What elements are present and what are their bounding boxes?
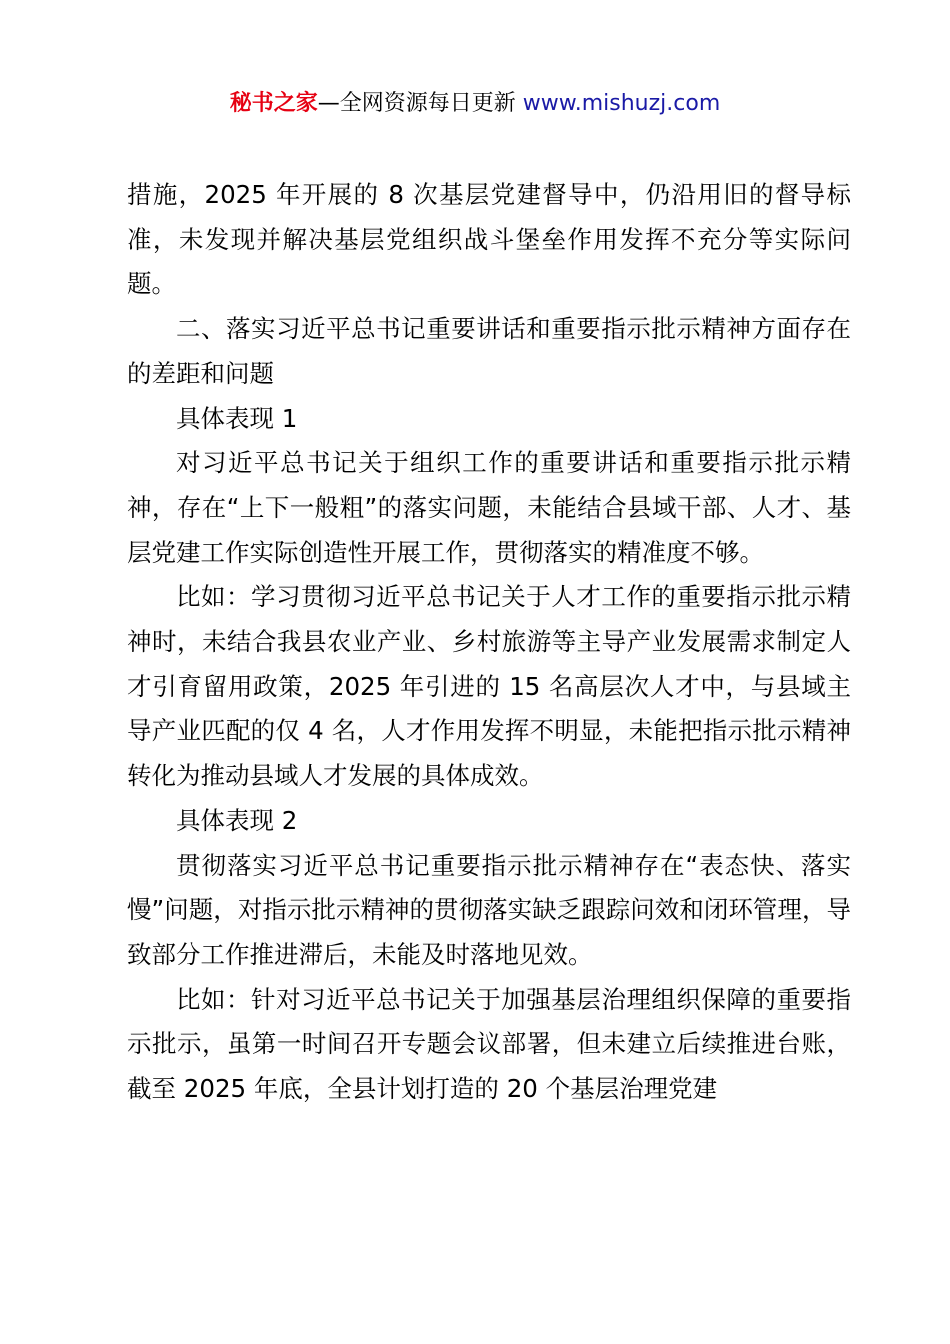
- site-url-link[interactable]: www.mishuzj.com: [522, 91, 721, 116]
- paragraph: 贯彻落实习近平总书记重要指示批示精神存在“表态快、落实慢”问题，对指示批示精神的贯彻落实缺乏跟踪问效和闭环管理，导致部分工作推进滞后，未能及时落地见效。: [127, 850, 851, 969]
- section-heading: 二、落实习近平总书记重要讲话和重要指示批示精神方面存在的差距和问题: [127, 314, 851, 388]
- subheading-manifestation-2: 具体表现 2: [176, 805, 298, 835]
- paragraph-example: 比如：学习贯彻习近平总书记关于人才工作的重要指示批示精神时，未结合我县农业产业、乡村旅游等主导产业发展需求制定人才引育留用政策，2025 年引进的 15 名高层次人才中，与县域主导产业匹配的仅 4 名，人才作用发挥不明显，未能把指示批示精神转化为推动县域人才发展的具体成效。: [127, 582, 851, 791]
- document-body: [127, 173, 851, 1112]
- site-tagline: —全网资源每日更新: [317, 91, 516, 116]
- paragraph-example: 比如：针对习近平总书记关于加强基层治理组织保障的重要指示批示，虽第一时间召开专题会议部署，但未建立后续推进台账，截至 2025 年底，全县计划打造的 20 个基层治理党建: [127, 984, 851, 1104]
- subheading-manifestation-1: 具体表现 1: [176, 403, 298, 433]
- paragraph: 对习近平总书记关于组织工作的重要讲话和重要指示批示精神，存在“上下一般粗”的落实问题，未能结合县域干部、人才、基层党建工作实际创造性开展工作，贯彻落实的精准度不够。: [127, 448, 851, 567]
- site-brand: 秘书之家: [229, 91, 318, 116]
- site-header: [0, 88, 950, 120]
- paragraph-continuation: 措施，2025 年开展的 8 次基层党建督导中，仍沿用旧的督导标准，未发现并解决基层党组织战斗堡垒作用发挥不充分等实际问题。: [127, 180, 851, 299]
